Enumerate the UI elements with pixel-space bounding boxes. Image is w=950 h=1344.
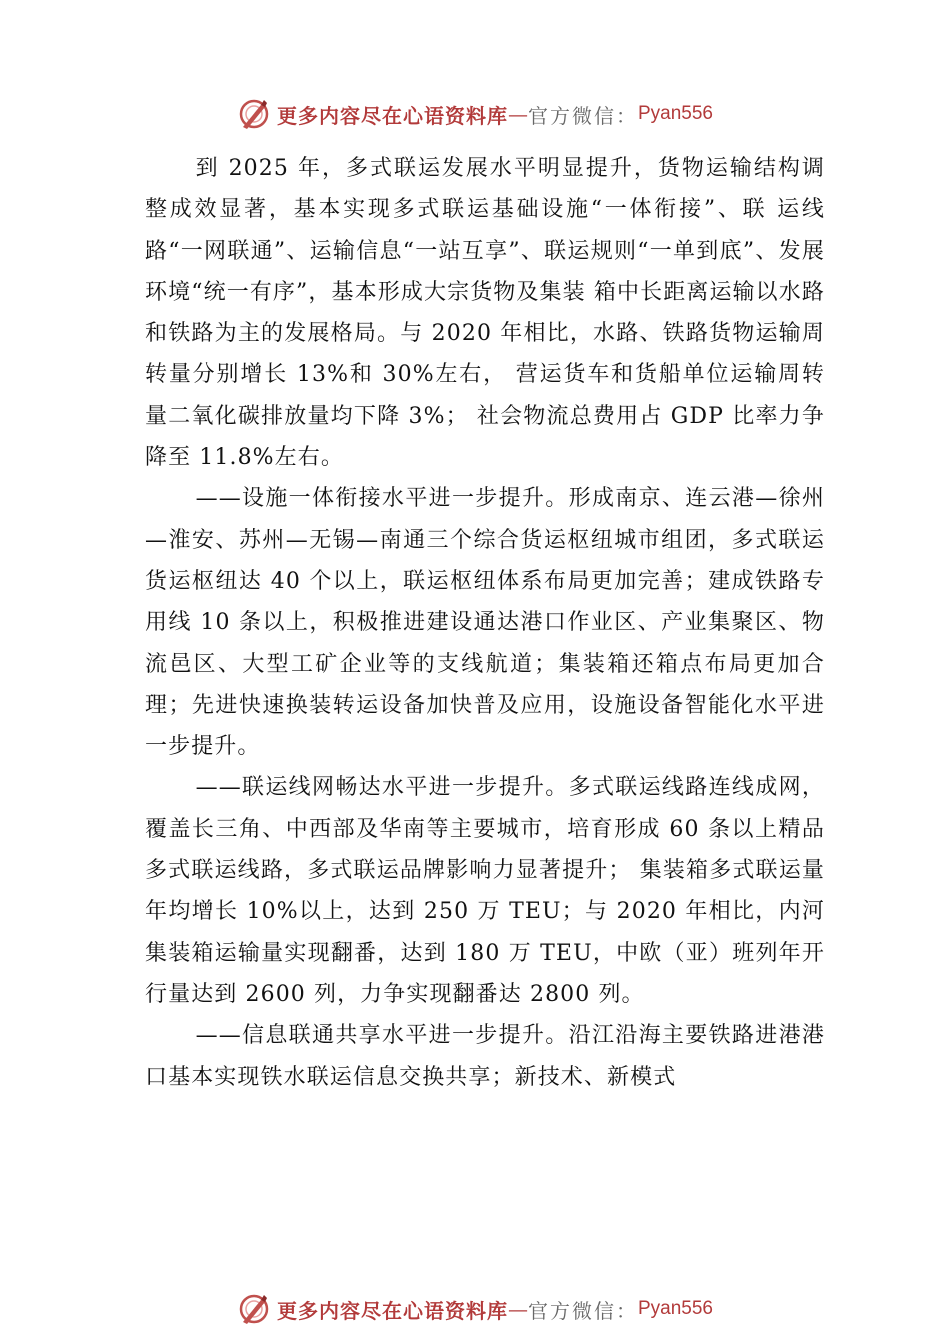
footer-brand-text: 更多内容尽在心语资料库 (276, 1298, 508, 1323)
document-body (145, 148, 825, 1098)
footer-official-label: 官方微信： (527, 1298, 638, 1323)
header-banner (0, 94, 950, 134)
footer-dash: — (507, 1297, 528, 1321)
pen-seal-logo-icon (237, 1292, 271, 1326)
footer-banner (0, 1289, 950, 1329)
header-wechat-id: Pyan556 (637, 103, 713, 124)
paragraph-network-connectivity: ——联运线网畅达水平进一步提升。多式联运线路连线成网，覆盖长三角、中西部及华南等主要城市，培育形成 60 条以上精品多式联运线路，多式联运品牌影响力显著提升； 集装箱多式联运量年均增长 10%以上，达到 250 万 TEU；与 2020 年相比，内河集装箱运输量实现翻番，达到 180 万 TEU，中欧（亚）班列年开行量达到 2600 列，力争实现翻番达 2800 列。 (145, 775, 825, 1007)
header-dash: — (507, 102, 528, 126)
pen-seal-logo-icon (237, 97, 271, 131)
paragraph-information-sharing: ——信息联通共享水平进一步提升。沿江沿海主要铁路进港港口基本实现铁水联运信息交换共享；新技术、新模式 (145, 1023, 825, 1090)
paragraph-goals-2025: 到 2025 年，多式联运发展水平明显提升，货物运输结构调整成效显著，基本实现多式联运基础设施“一体衔接”、联 运线路“一网联通”、运输信息“一站互享”、联运规则“一单到底”、发展环境“统一有序”，基本形成大宗货物及集装 箱中长距离运输以水路和铁路为主的发展格局。与 2020 年相比，水路、铁路货物运输周转量分别增长 13%和 30%左右， 营运货车和货船单位运输周转量二氧化碳排放量均下降 3%； 社会物流总费用占 GDP 比率力争降至 11.8%左右。 (145, 156, 825, 471)
header-brand-text: 更多内容尽在心语资料库 (276, 103, 508, 128)
header-official-label: 官方微信： (527, 103, 638, 128)
footer-wechat-id: Pyan556 (637, 1298, 713, 1319)
paragraph-facility-integration: ——设施一体衔接水平进一步提升。形成南京、连云港—徐州—淮安、苏州—无锡—南通三个综合货运枢纽城市组团，多式联运货运枢纽达 40 个以上，联运枢纽体系布局更加完善；建成铁路专用线 10 条以上，积极推进建设通达港口作业区、产业集聚区、物流⾢区、大型工矿企业等的支线航道；集装箱还箱点布局更加合理；先进快速换装转运设备加快普及应用，设施设备智能化水平进一步提升。 (145, 486, 825, 760)
